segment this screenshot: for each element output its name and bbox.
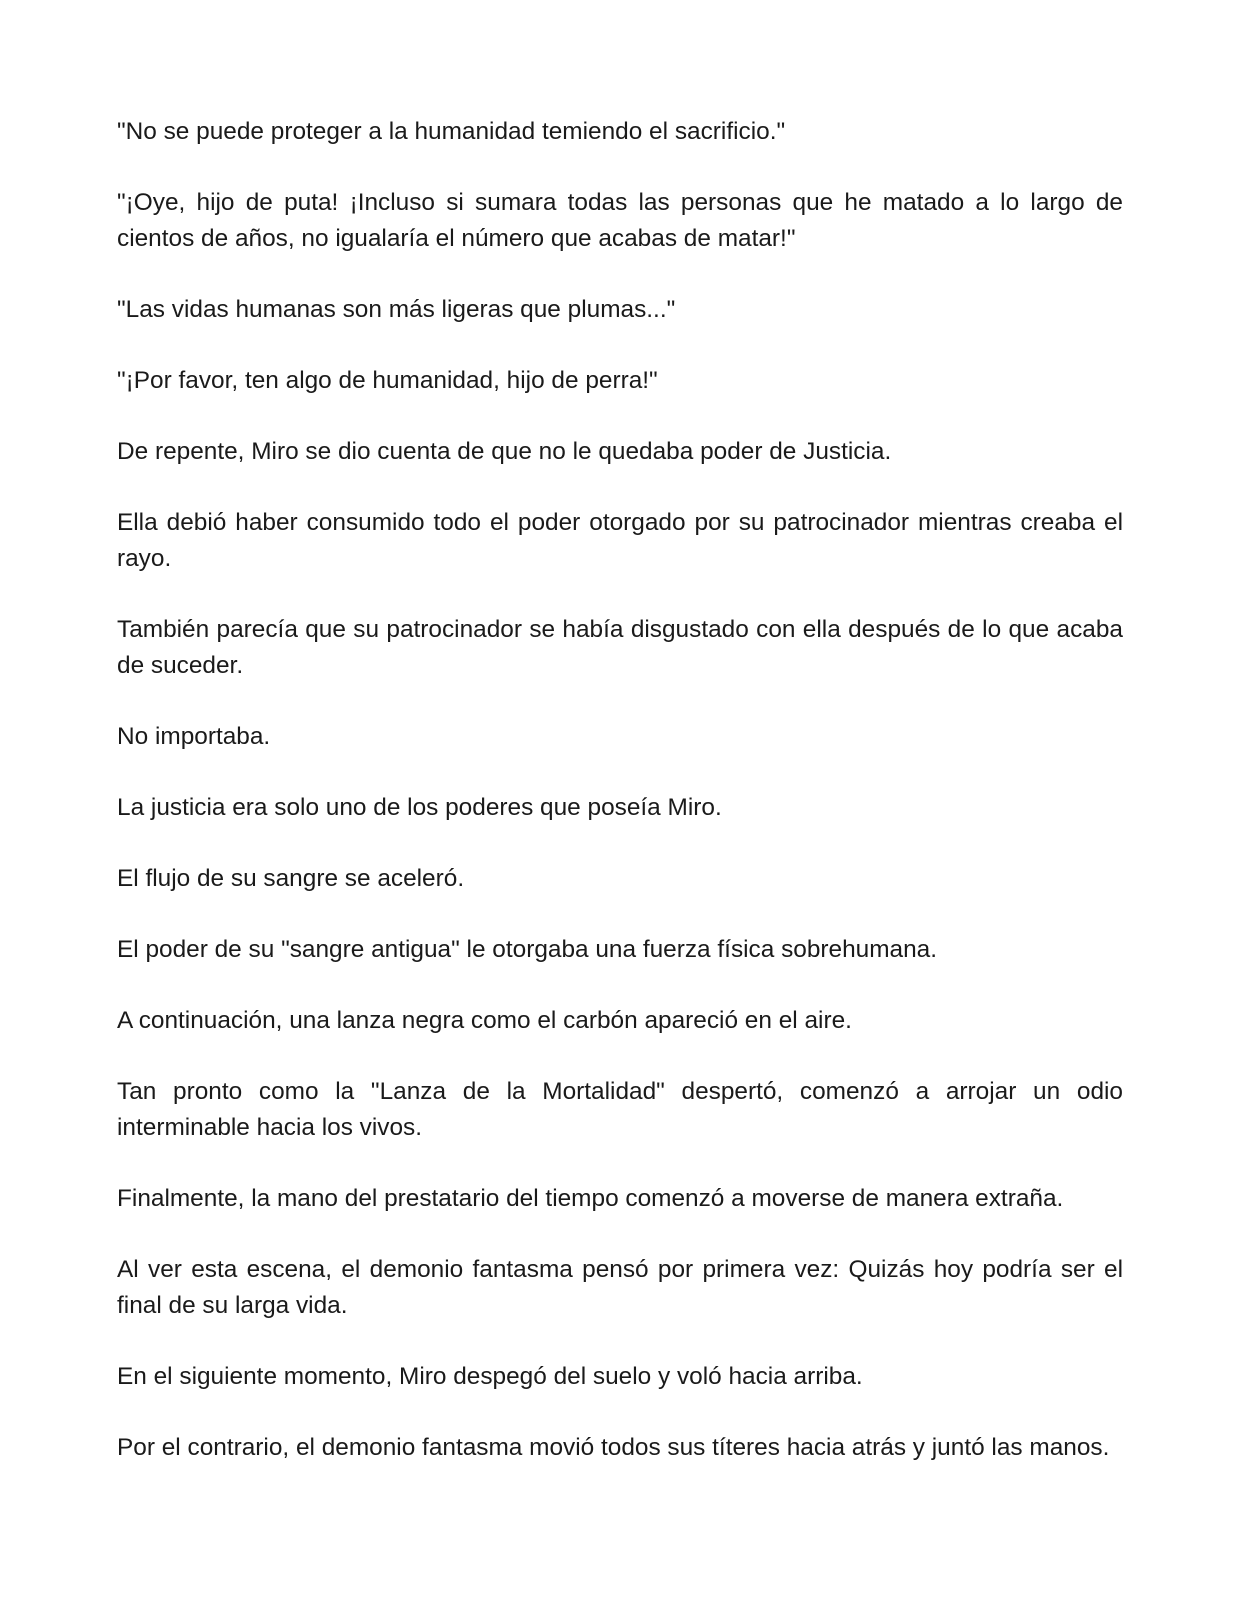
paragraph: En el siguiente momento, Miro despegó del suelo y voló hacia arriba. (117, 1363, 863, 1390)
paragraph: También parecía que su patrocinador se había disgustado con ella después de lo que acaba de suceder. (117, 616, 1123, 679)
paragraph: "¡Oye, hijo de puta! ¡Incluso si sumara todas las personas que he matado a lo largo de cientos de años, no igualaría el número que acabas de matar!" (117, 189, 1123, 252)
paragraph: La justicia era solo uno de los poderes que poseía Miro. (117, 794, 722, 821)
paragraph: "¡Por favor, ten algo de humanidad, hijo de perra!" (117, 367, 658, 394)
paragraph: Tan pronto como la "Lanza de la Mortalidad" despertó, comenzó a arrojar un odio interminable hacia los vivos. (117, 1078, 1123, 1141)
paragraph: A continuación, una lanza negra como el carbón apareció en el aire. (117, 1007, 852, 1034)
paragraph: El poder de su "sangre antigua" le otorgaba una fuerza física sobrehumana. (117, 936, 938, 963)
paragraph: Por el contrario, el demonio fantasma movió todos sus títeres hacia atrás y juntó las manos. (117, 1434, 1110, 1461)
paragraph: Finalmente, la mano del prestatario del tiempo comenzó a moverse de manera extraña. (117, 1185, 1064, 1212)
paragraph: "Las vidas humanas son más ligeras que plumas..." (117, 296, 676, 323)
paragraph: Al ver esta escena, el demonio fantasma pensó por primera vez: Quizás hoy podría ser el final de su larga vida. (117, 1256, 1123, 1319)
paragraph: "No se puede proteger a la humanidad temiendo el sacrificio." (117, 118, 786, 145)
paragraph: Ella debió haber consumido todo el poder otorgado por su patrocinador mientras creaba el rayo. (117, 509, 1123, 572)
paragraph: No importaba. (117, 723, 271, 750)
document-body (117, 114, 1123, 1466)
paragraph: El flujo de su sangre se aceleró. (117, 865, 465, 892)
paragraph: De repente, Miro se dio cuenta de que no le quedaba poder de Justicia. (117, 438, 892, 465)
